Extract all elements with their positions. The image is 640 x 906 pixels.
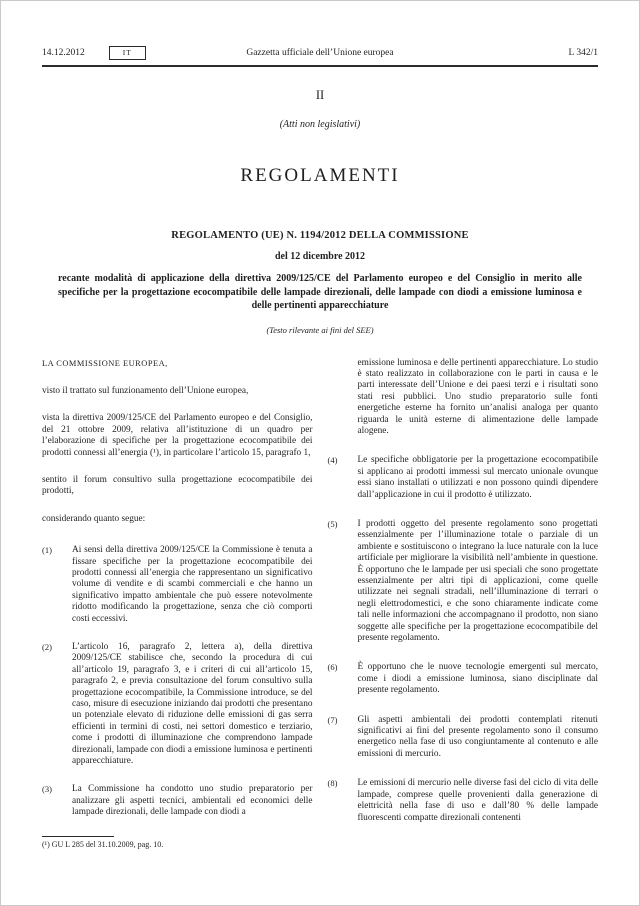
left-column [42,358,313,850]
citation-treaty: visto il trattato sul funzionamento dell’Unione europea, [42,385,249,396]
citation-forum: sentito il forum consultivo sulla progettazione ecocompatibile dei prodotti, [42,474,313,497]
recital-number: (3) [42,784,52,795]
recital-3 [42,784,313,818]
recital-text: Ai sensi della direttiva 2009/125/CE la Commissione è tenuta a fissare specifiche per la progettazione ecocompatibile dei prodotti connessi all’energia che rappresentano un significativo volume di vendite e di scambi commerciali e che hanno un significativo impatto ambientale che può essere notevolmente ridotto modificando la progettazione, senza che ciò comporti costi eccessivi. [72,545,313,624]
journal-date: 14.12.2012 [42,48,85,58]
footnote-text: GU L 285 del 31.10.2009, pag. 10. [51,839,164,849]
recital-text: L’articolo 16, paragrafo 2, lettera a), della direttiva 2009/125/CE stabilisce che, secondo la procedura di cui all’articolo 19, paragrafo 3, e i criteri di cui all’articolo 15, paragrafo 2, e previa consultazione del forum consultivo sulla progettazione ecocompatibile, la Commissione introduce, se del caso, misure di esecuzione iniziando dai prodotti che presentano un potenziale elevato di riduzione delle emissioni di gas serra efficienti in termini di costi, nei settori domestico e terziario, come i prodotti di illuminazione che comprendono lampade direzionali, lampade con diodi a emissione luminosa e pertinenti apparecchiature. [72,642,313,767]
footnote-rule [42,836,114,837]
recitals-intro: considerando quanto segue: [42,513,146,524]
recital-5 [328,519,599,644]
recital-text: I prodotti oggetto del presente regolamento sono progettati essenzialmente per l’illuminazione totale o parziale di un ambiente e sostituiscono o integrano la luce naturale con la luce artificiale per migliorare la visibilità nell’ambiente in questione. È opportuno che le lampade per usi speciali che sono progettate essenzialmente per altri tipi di applicazioni, come quelle utilizzate nei segnali stradali, nell’illuminazione di terrari o negli elettrodomestici, e che sono chiaramente indicate come tali nelle informazioni che accompagnano il prodotto, non siano soggette alle specifiche per la progettazione ecocompatibile del presente regolamento. [357,518,598,644]
section-title: REGOLAMENTI [240,165,400,186]
footnote-marker: (¹) [42,839,50,849]
journal-title: Gazzetta ufficiale dell’Unione europea [246,48,394,58]
recital-7 [328,715,599,761]
recital-2 [42,642,313,767]
regulation-date-line: del 12 dicembre 2012 [274,251,366,262]
recital-1 [42,545,313,625]
preamble-opening: LA COMMISSIONE EUROPEA, [42,358,168,368]
language-badge: IT [109,46,146,60]
section-number: II [315,88,325,102]
eea-relevance-note: (Testo rilevante ai fini del SEE) [266,324,374,335]
recital-8 [328,778,599,824]
footnote [42,836,313,850]
regulation-subject: recante modalità di applicazione della direttiva 2009/125/CE del Parlamento europeo e del Consiglio in merito alle specifiche per la progettazione ecocompatibile delle lampade direzionali, delle lampade con diodi a emissione luminosa e delle pertinenti apparecchiature [58,273,582,311]
section-subtitle: (Atti non legislativi) [279,119,361,130]
recital-text: Le emissioni di mercurio nelle diverse fasi del ciclo di vita delle lampade, comprese quelle provenienti dalla generazione di elettricità nella fase di uso e dall’80 % delle lampade fluorescenti compatte direzionali contenenti [357,778,598,823]
recital-number: (7) [327,714,338,725]
recital-6 [328,662,599,696]
recital-number: (2) [42,642,52,652]
body-columns [42,358,598,850]
recital-4 [328,455,599,501]
page-reference: L 342/1 [568,48,598,58]
recital-number: (5) [327,518,338,529]
recital-number: (4) [327,455,338,466]
recital-text: È opportuno che le nuove tecnologie emergenti sul mercato, come i diodi a emissione luminosa, siano disciplinate dal presente regolamento. [357,662,598,696]
regulation-title: REGOLAMENTO (UE) N. 1194/2012 DELLA COMMISSIONE [171,230,469,241]
right-column [328,358,599,850]
recital-text: Le specifiche obbligatorie per la progettazione ecocompatibile si applicano ai prodotti immessi sul mercato unionale ovunque essi siano installati o utilizzati e non possono quindi dipendere dall’applicazione in cui il prodotto è utilizzato. [357,455,598,500]
recital-3-continuation: emissione luminosa e delle pertinenti apparecchiature. Lo studio è stato realizzato in collaborazione con le parti in causa e le parti interessate dell’Unione e dei paesi terzi e i risultati sono stati resi pubblici. Uno studio preparatorio sulle fonti energetiche esterne ha fornito un’analisi analoga per quanto riguarda le unità esterne di alimentazione delle lampade alogene. [357,357,598,436]
recital-number: (1) [42,545,52,556]
recital-number: (6) [327,662,338,673]
recital-number: (8) [327,778,338,789]
citation-directive: vista la direttiva 2009/125/CE del Parlamento europeo e del Consiglio, del 21 ottobre 2009, relativa all’istituzione di un quadro per l’elaborazione di specifiche per la progettazione ecocompatibile dei prodotti connessi all’energia (¹), in particolare l’articolo 15, paragrafo 1, [42,413,313,458]
recital-text: Gli aspetti ambientali dei prodotti contemplati ritenuti significativi ai fini del presente regolamento sono il consumo energetico nella fase di uso congiuntamente al contenuto e alle emissioni di mercurio. [357,714,598,759]
masthead [42,45,598,61]
recital-text: La Commissione ha condotto uno studio preparatorio per analizzare gli aspetti tecnici, ambientali ed economici delle lampade direzionali, delle lampade con diodi a [72,784,313,818]
masthead-left [42,46,146,60]
header-rule [42,65,598,67]
